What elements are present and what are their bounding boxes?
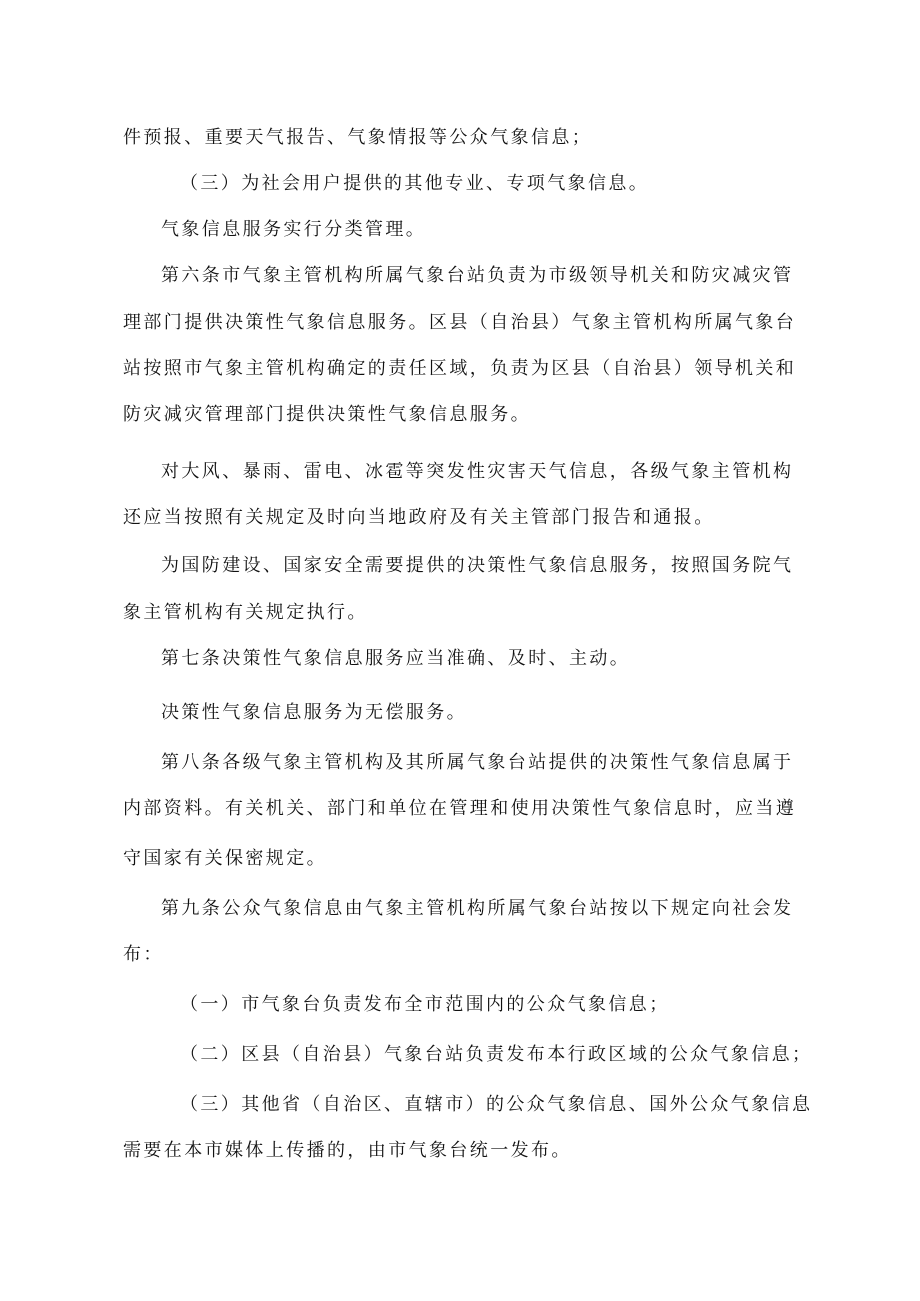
text-line: 对大风、暴雨、雷电、冰雹等突发性灾害天气信息，各级气象主管机构: [161, 461, 794, 482]
text-line: 象主管机构有关规定执行。: [123, 602, 368, 623]
text-line: 第九条公众气象信息由气象主管机构所属气象台站按以下规定向社会发: [161, 898, 794, 919]
text-line: 内部资料。有关机关、部门和单位在管理和使用决策性气象信息时，应当遵: [123, 798, 797, 819]
text-line: 站按照市气象主管机构确定的责任区域，负责为区县（自治县）领导机关和: [123, 358, 797, 379]
text-line: 第六条市气象主管机构所属气象台站负责为市级领导机关和防灾减灾管: [161, 265, 794, 286]
text-line: 件预报、重要天气报告、气象情报等公众气象信息；: [123, 127, 593, 148]
text-line: 守国家有关保密规定。: [123, 848, 327, 869]
text-line: （三）其他省（自治区、直辖市）的公众气象信息、国外公众气象信息: [180, 1094, 813, 1115]
text-line: 第七条决策性气象信息服务应当准确、及时、主动。: [161, 648, 631, 669]
text-line: 第八条各级气象主管机构及其所属气象台站提供的决策性气象信息属于: [161, 752, 794, 773]
text-line: （二）区县（自治县）气象台站负责发布本行政区域的公众气象信息；: [180, 1044, 813, 1065]
text-line: 布：: [123, 944, 164, 965]
text-line: 为国防建设、国家安全需要提供的决策性气象信息服务，按照国务院气: [161, 555, 794, 576]
text-line: 气象信息服务实行分类管理。: [161, 219, 427, 240]
text-line: （三）为社会用户提供的其他专业、专项气象信息。: [180, 173, 650, 194]
text-line: 防灾减灾管理部门提供决策性气象信息服务。: [123, 404, 531, 425]
text-line: 决策性气象信息服务为无偿服务。: [161, 702, 467, 723]
text-line: （一）市气象台负责发布全市范围内的公众气象信息；: [180, 994, 670, 1015]
text-line: 还应当按照有关规定及时向当地政府及有关主管部门报告和通报。: [123, 507, 715, 528]
text-line: 需要在本市媒体上传播的，由市气象台统一发布。: [123, 1140, 572, 1161]
text-line: 理部门提供决策性气象信息服务。区县（自治县）气象主管机构所属气象台: [123, 312, 797, 333]
